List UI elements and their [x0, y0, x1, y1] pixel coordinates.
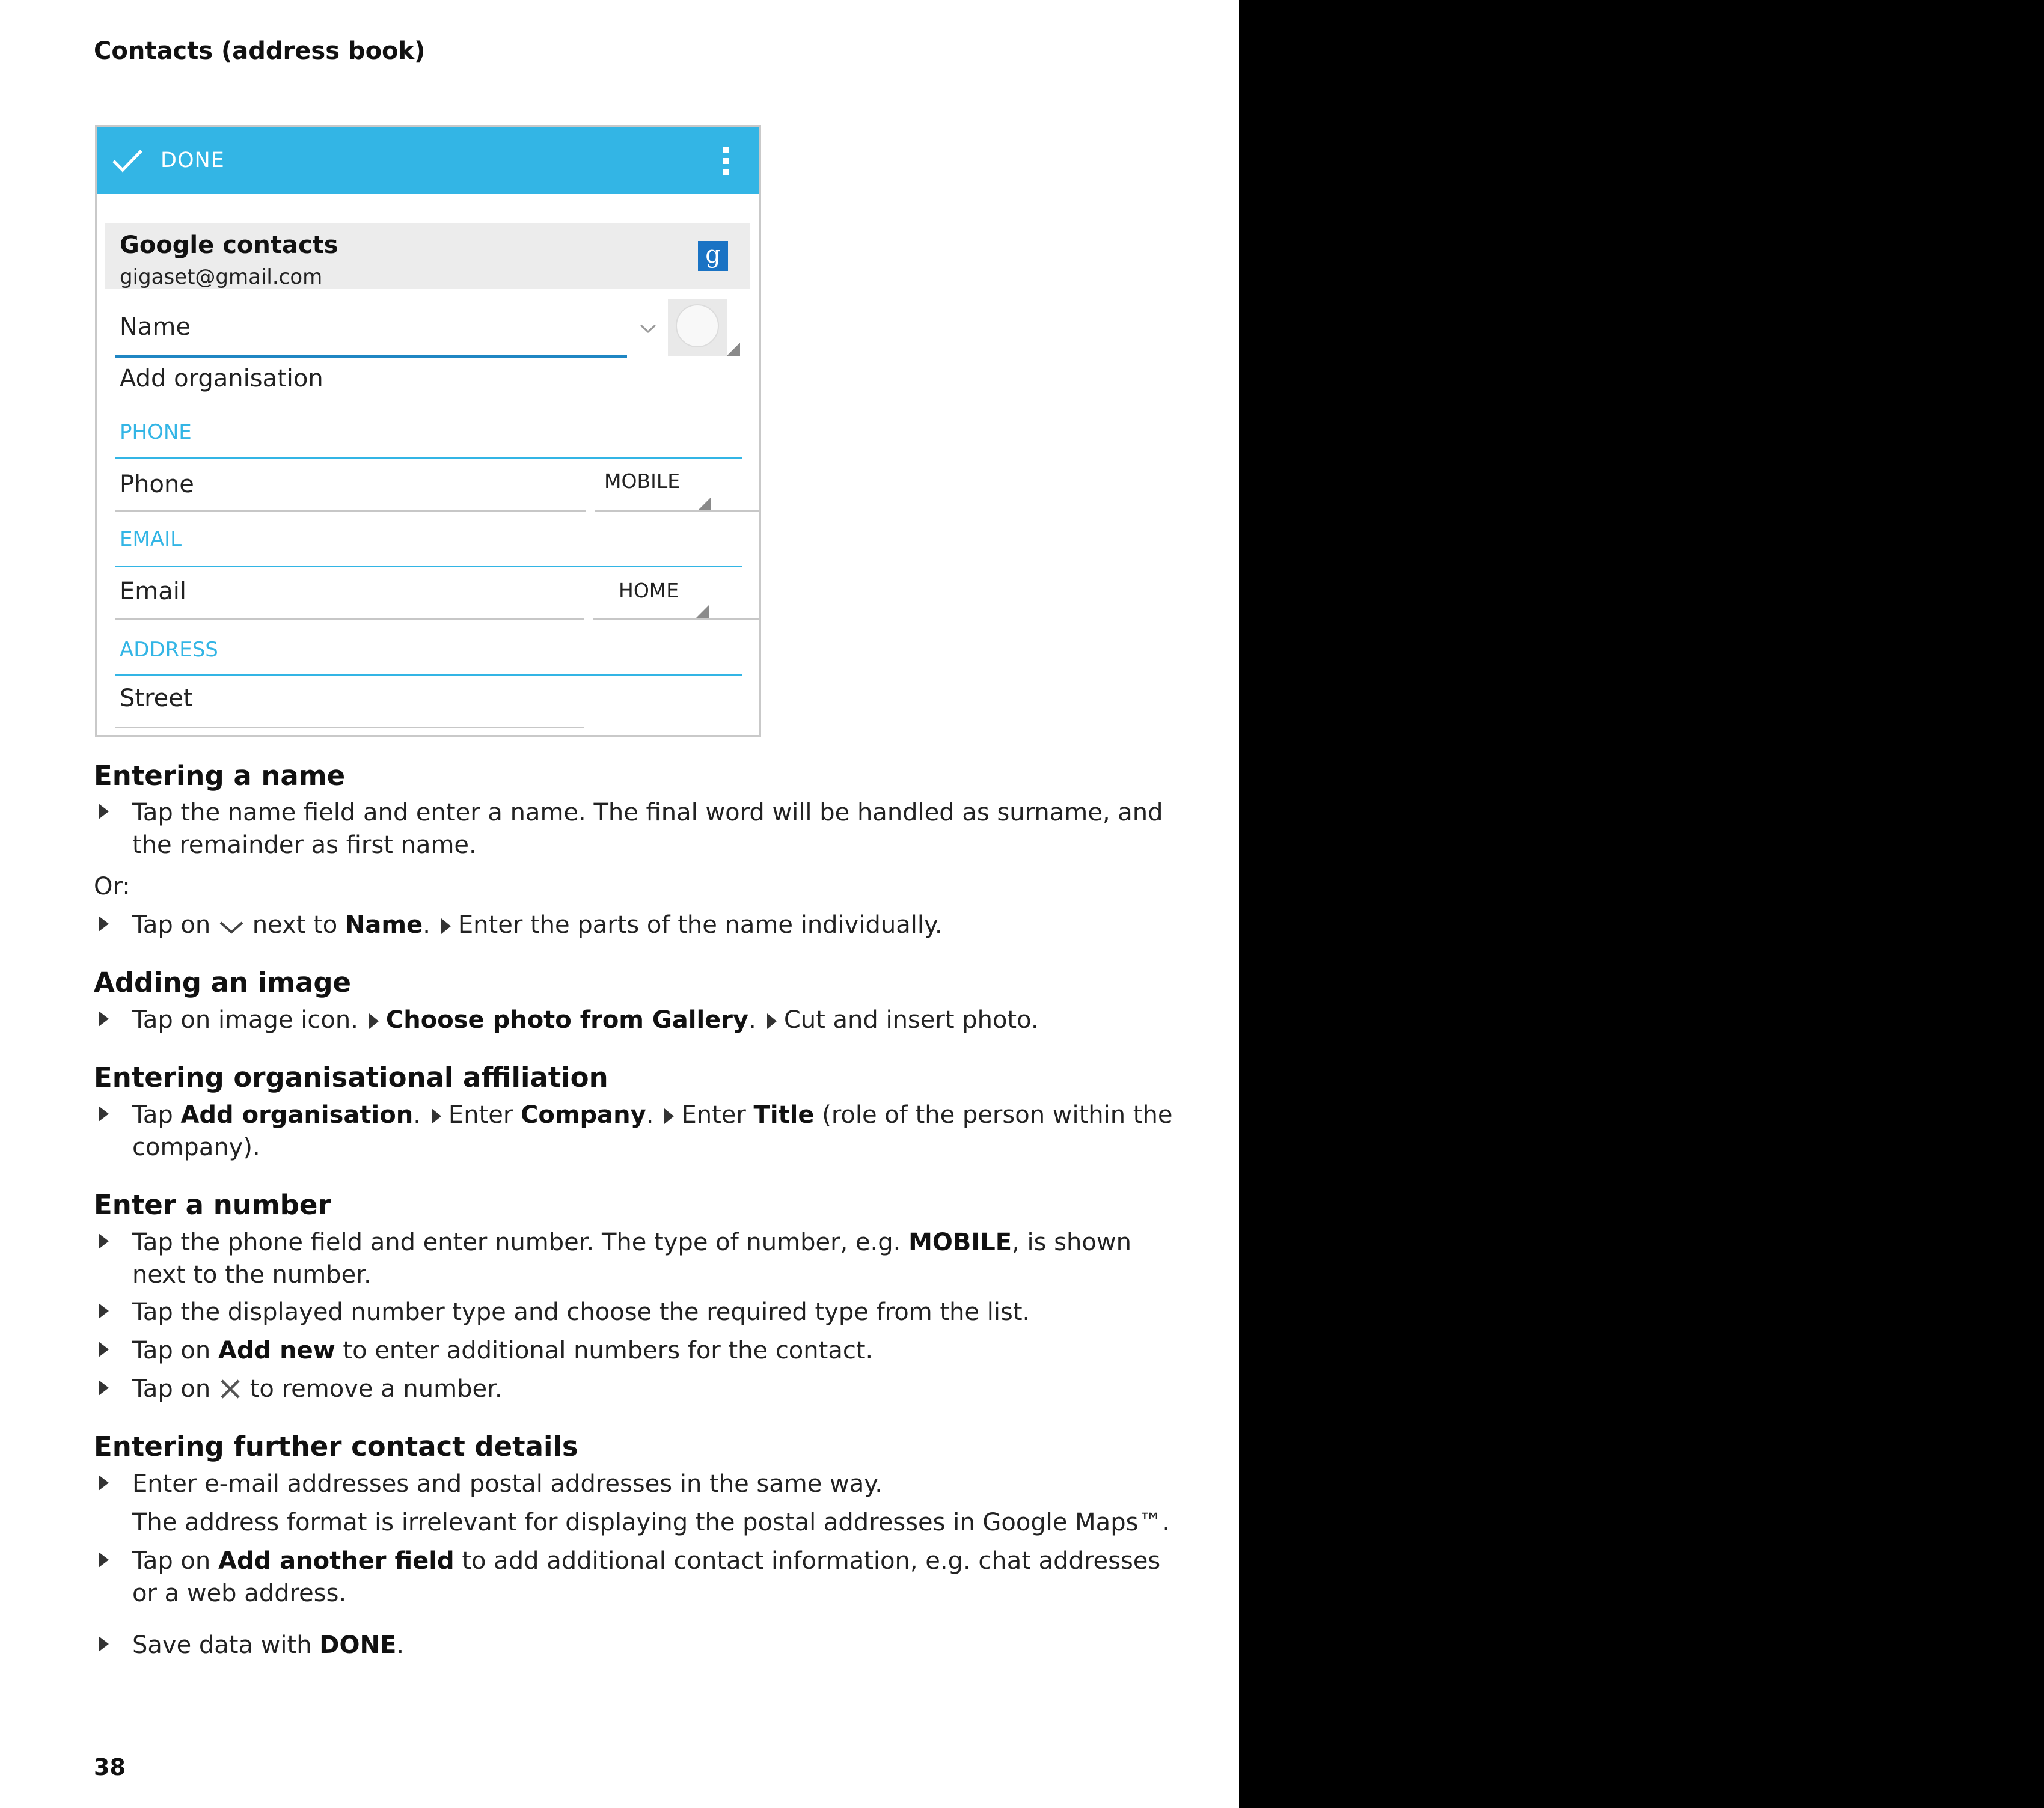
text-span: . — [396, 1631, 405, 1659]
email-field-underline — [115, 618, 584, 620]
email-type-selector[interactable]: HOME — [619, 579, 679, 602]
bullet-arrow-icon — [99, 1380, 109, 1396]
bullet-text: Tap the displayed number type and choose the required type from the list. — [132, 1298, 1030, 1326]
bullet-arrow-icon — [99, 1636, 109, 1652]
avatar-icon — [668, 299, 727, 356]
bold-term: Name — [344, 911, 423, 939]
bullet-arrow-icon — [99, 1106, 109, 1122]
bullet-arrow-icon — [99, 1342, 109, 1357]
heading-org-affiliation: Entering organisational affiliation — [94, 1061, 608, 1093]
address-section-rule — [115, 674, 742, 676]
email-field[interactable]: Email — [120, 578, 186, 605]
text-span: to remove a number. — [249, 1375, 503, 1403]
text-span: Tap on — [132, 1547, 211, 1575]
text-span: . — [413, 1101, 421, 1129]
bullet-arrow-icon — [99, 1552, 109, 1568]
street-field-underline — [115, 727, 584, 728]
bullet-arrow-icon — [99, 916, 109, 932]
overflow-menu-icon[interactable] — [718, 146, 734, 176]
text-span: Tap on — [132, 1375, 211, 1403]
contact-photo[interactable] — [668, 299, 727, 356]
bullet-arrow-icon — [99, 1233, 109, 1249]
bullet-text — [132, 1545, 1190, 1610]
address-section-header: ADDRESS — [120, 638, 218, 662]
bold-term: DONE — [319, 1631, 397, 1659]
text-span: to add additional contact information, e.g. chat addresses or a web address. — [132, 1547, 1161, 1607]
bullet-arrow-icon — [99, 804, 109, 819]
phone-type-selector[interactable]: MOBILE — [604, 469, 681, 493]
text-span: Tap — [132, 1101, 173, 1129]
text-span: to enter additional numbers for the contact. — [343, 1337, 874, 1364]
text-span: (role of the person within the company). — [132, 1101, 1173, 1161]
account-email: gigaset@gmail.com — [120, 265, 323, 289]
email-type-underline — [593, 618, 761, 620]
text-span: Tap on — [132, 1337, 211, 1364]
or-text: Or: — [94, 873, 130, 900]
email-type-corner-icon — [696, 605, 709, 618]
text-span: Tap on image icon. — [132, 1006, 358, 1034]
text-span: . — [748, 1006, 756, 1034]
name-field[interactable]: Name — [120, 313, 191, 341]
bullet-text — [132, 1099, 1190, 1164]
bullet-text: Tap the name field and enter a name. The final word will be handled as surname, and the remainder as first name. — [132, 799, 1163, 859]
bullet-arrow-icon — [99, 1011, 109, 1027]
bold-term: Company — [521, 1101, 646, 1129]
add-organisation-link[interactable]: Add organisation — [120, 365, 323, 392]
bold-term: Add new — [218, 1337, 335, 1364]
contact-editor-screenshot — [95, 125, 761, 737]
text-span: Enter the parts of the name individually. — [457, 911, 943, 939]
text-span: , is shown next to the number. — [132, 1229, 1131, 1289]
heading-entering-name: Entering a name — [94, 760, 346, 792]
bullet-text: Enter e-mail addresses and postal addresses in the same way. — [132, 1470, 883, 1498]
bullet-text — [132, 1334, 1190, 1367]
chevron-down-icon — [218, 920, 245, 935]
phone-type-underline — [595, 510, 761, 512]
phone-field-underline — [115, 510, 586, 512]
black-margin-panel — [1239, 0, 2044, 1808]
chevron-down-icon[interactable] — [638, 322, 658, 335]
step-arrow-icon — [369, 1013, 379, 1029]
bullet-text — [132, 1004, 1190, 1036]
page-number: 38 — [94, 1754, 126, 1780]
bullet-text — [132, 909, 1190, 941]
phone-section-rule — [115, 457, 742, 459]
done-button[interactable] — [111, 144, 225, 177]
bullet-arrow-icon — [99, 1475, 109, 1491]
phone-type-corner-icon — [698, 497, 711, 510]
text-span: . — [423, 911, 430, 939]
step-arrow-icon — [432, 1108, 441, 1124]
note-text: The address format is irrelevant for displaying the postal addresses in Google Maps™. — [132, 1509, 1170, 1536]
action-bar — [97, 127, 759, 194]
account-name: Google contacts — [120, 231, 338, 259]
google-icon — [698, 241, 728, 271]
text-span: Tap on — [132, 911, 211, 939]
account-header — [105, 223, 750, 289]
close-icon — [218, 1379, 242, 1399]
bold-term: Add organisation — [180, 1101, 414, 1129]
text-span: Tap the phone field and enter number. The type of number, e.g. — [132, 1229, 901, 1256]
phone-field[interactable]: Phone — [120, 471, 194, 498]
bold-term: Add another field — [218, 1547, 454, 1575]
text-span: Enter — [448, 1101, 513, 1129]
text-span: . — [646, 1101, 654, 1129]
bold-term: MOBILE — [908, 1229, 1012, 1256]
text-span: next to — [252, 911, 338, 939]
heading-enter-number: Enter a number — [94, 1189, 331, 1221]
heading-further-details: Entering further contact details — [94, 1431, 578, 1462]
bullet-arrow-icon — [99, 1303, 109, 1319]
bold-term: Choose photo from Gallery — [385, 1006, 749, 1034]
bullet-text — [132, 1629, 1190, 1661]
done-label: DONE — [161, 148, 225, 173]
heading-adding-image: Adding an image — [94, 967, 352, 998]
bullet-text — [132, 1226, 1190, 1291]
text-span: Enter — [681, 1101, 746, 1129]
bold-term: Title — [753, 1101, 815, 1129]
photo-corner-icon — [727, 343, 740, 356]
street-field[interactable]: Street — [120, 685, 193, 712]
text-span: Cut and insert photo. — [783, 1006, 1039, 1034]
bullet-text — [132, 1373, 1190, 1405]
step-arrow-icon — [664, 1108, 674, 1124]
step-arrow-icon — [441, 918, 451, 934]
name-field-underline — [115, 355, 627, 358]
email-section-rule — [115, 566, 742, 567]
google-glyph: g — [705, 241, 721, 269]
text-span: Save data with — [132, 1631, 312, 1659]
phone-section-header: PHONE — [120, 420, 192, 444]
step-arrow-icon — [767, 1013, 777, 1029]
email-section-header: EMAIL — [120, 527, 182, 551]
running-head: Contacts (address book) — [94, 37, 426, 65]
checkmark-icon — [111, 147, 144, 174]
